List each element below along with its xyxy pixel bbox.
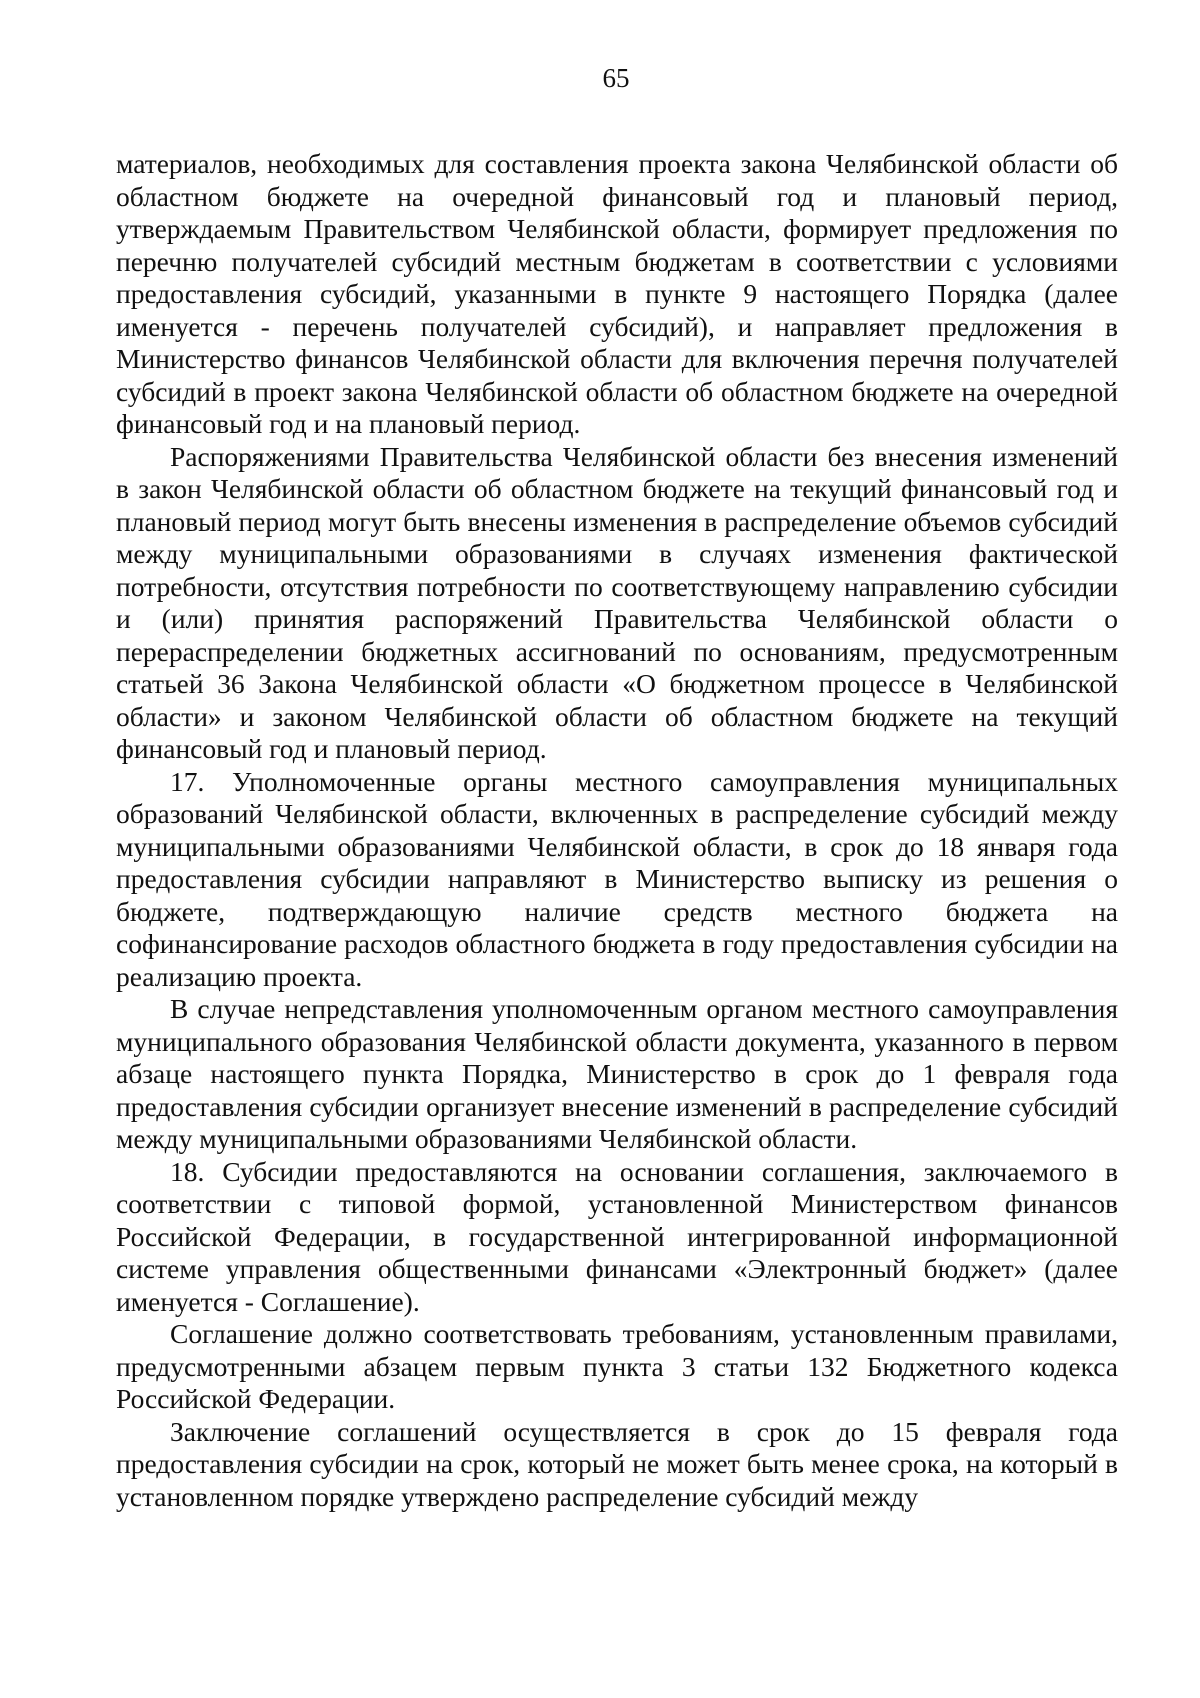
paragraph-agreement-deadline: Заключение соглашений осуществляется в срок до 15 февраля года предоставления субсидии на срок, который не может быть менее срока, на который в установленном порядке утверждено распределение субсидий между bbox=[116, 1415, 1118, 1512]
paragraph-non-submission: В случае непредставления уполномоченным органом местного самоуправления муниципального образования Челябинской области документа, указанного в первом абзаце настоящего пункта Порядка, Министерство в срок до 1 февраля года предоставления субсидии организует внесение изменений в распределение субсидий между муниципальными образованиями Челябинской области. bbox=[116, 993, 1118, 1154]
paragraph-continuation: материалов, необходимых для составления проекта закона Челябинской области об областном бюджете на очередной финансовый год и плановый период, утверждаемым Правительством Челябинской области, формирует предложения по перечню получателей субсидий местным бюджетам в соответствии с условиями предоставления субсидий, указанными в пункте 9 настоящего Порядка (далее именуется - перечень получателей субсидий), и направляет предложения в Министерство финансов Челябинской области для включения перечня получателей субсидий в проект закона Челябинской области об областном бюджете на очередной финансовый год и на плановый период. bbox=[116, 148, 1118, 439]
document-body bbox=[116, 148, 1118, 1513]
paragraph-item-17: 17. Уполномоченные органы местного самоуправления муниципальных образований Челябинской области, включенных в распределение субсидий между муниципальными образованиями Челябинской области, в срок до 18 января года предоставления субсидии направляют в Министерство выписку из решения о бюджете, подтверждающую наличие средств местного бюджета на софинансирование расходов областного бюджета в году предоставления субсидии на реализацию проекта. bbox=[116, 765, 1118, 992]
paragraph-government-orders: Распоряжениями Правительства Челябинской области без внесения изменений в закон Челябинской области об областном бюджете на текущий финансовый год и плановый период могут быть внесены изменения в распределение объемов субсидий между муниципальными образованиями в случаях изменения фактической потребности, отсутствия потребности по соответствующему направлению субсидии и (или) принятия распоряжений Правительства Челябинской области о перераспределении бюджетных ассигнований по основаниям, предусмотренным статьей 36 Закона Челябинской области «О бюджетном процессе в Челябинской области» и законом Челябинской области об областном бюджете на текущий финансовый год и плановый период. bbox=[116, 440, 1118, 764]
paragraph-item-18: 18. Субсидии предоставляются на основании соглашения, заключаемого в соответствии с типовой формой, установленной Министерством финансов Российской Федерации, в государственной интегрированной информационной системе управления общественными финансами «Электронный бюджет» (далее именуется - Соглашение). bbox=[116, 1155, 1118, 1317]
paragraph-agreement-requirements: Соглашение должно соответствовать требованиям, установленным правилами, предусмотренными абзацем первым пункта 3 статьи 132 Бюджетного кодекса Российской Федерации. bbox=[116, 1318, 1118, 1414]
page-number: 65 bbox=[602, 63, 630, 93]
